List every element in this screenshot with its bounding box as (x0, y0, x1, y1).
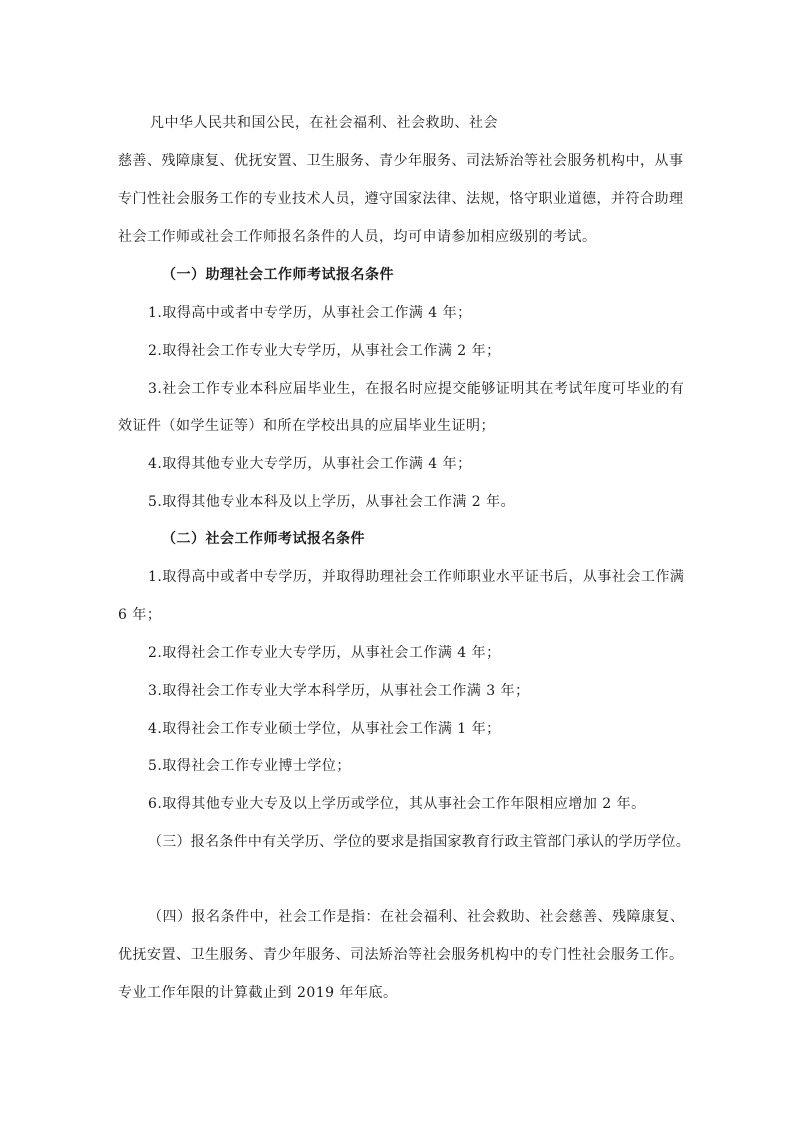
section1-item: 1.取得高中或者中专学历，从事社会工作满 4 年； (148, 305, 472, 321)
section2-item: 2.取得社会工作专业大专学历，从事社会工作满 4 年； (148, 645, 501, 661)
intro-line-4: 社会工作师或社会工作师报名条件的人员，均可申请参加相应级别的考试。 (118, 229, 597, 245)
intro-line-3: 专门性社会服务工作的专业技术人员，遵守国家法律、法规，恪守职业道德，并符合助理 (118, 191, 684, 207)
section1-item: 2.取得社会工作专业大专学历，从事社会工作满 2 年； (148, 343, 501, 359)
section1-heading: （一）助理社会工作师考试报名条件 (162, 267, 394, 283)
section3-text: （三）报名条件中有关学历、学位的要求是指国家教育行政主管部门承认的学历学位。 (148, 834, 690, 850)
section4-line-2: 优抚安置、卫生服务、青少年服务、司法矫治等社会服务机构中的专门性社会服务工作。 (118, 947, 684, 963)
section4-line-1: （四）报名条件中，社会工作是指：在社会福利、社会救助、社会慈善、残障康复、 (148, 909, 685, 925)
intro-line-1: 凡中华人民共和国公民，在社会福利、社会救助、社会 (150, 115, 498, 131)
section1-item: 4.取得其他专业大专学历，从事社会工作满 4 年； (148, 456, 472, 472)
section2-item: 4.取得社会工作专业硕士学位，从事社会工作满 1 年； (148, 721, 501, 737)
section2-item-continued: 6 年； (118, 607, 162, 623)
section2-item: 1.取得高中或者中专学历，并取得助理社会工作师职业水平证书后，从事社会工作满 (148, 569, 685, 585)
section4-line-3: 专业工作年限的计算截止到 2019 年年底。 (118, 985, 398, 1001)
section1-item: 5.取得其他专业本科及以上学历，从事社会工作满 2 年。 (148, 494, 516, 510)
intro-line-2: 慈善、残障康复、优抚安置、卫生服务、青少年服务、司法矫治等社会服务机构中，从事 (118, 153, 684, 169)
section2-item: 3.取得社会工作专业大学本科学历，从事社会工作满 3 年； (148, 683, 530, 699)
section2-item: 6.取得其他专业大专及以上学历或学位，其从事社会工作年限相应增加 2 年。 (148, 796, 646, 812)
section2-heading: （二）社会工作师考试报名条件 (162, 531, 365, 547)
section1-item-continued: 效证件（如学生证等）和所在学校出具的应届毕业生证明； (118, 418, 495, 434)
section2-item: 5.取得社会工作专业博士学位； (148, 758, 351, 774)
section1-item: 3.社会工作专业本科应届毕业生，在报名时应提交能够证明其在考试年度可毕业的有 (148, 381, 685, 397)
